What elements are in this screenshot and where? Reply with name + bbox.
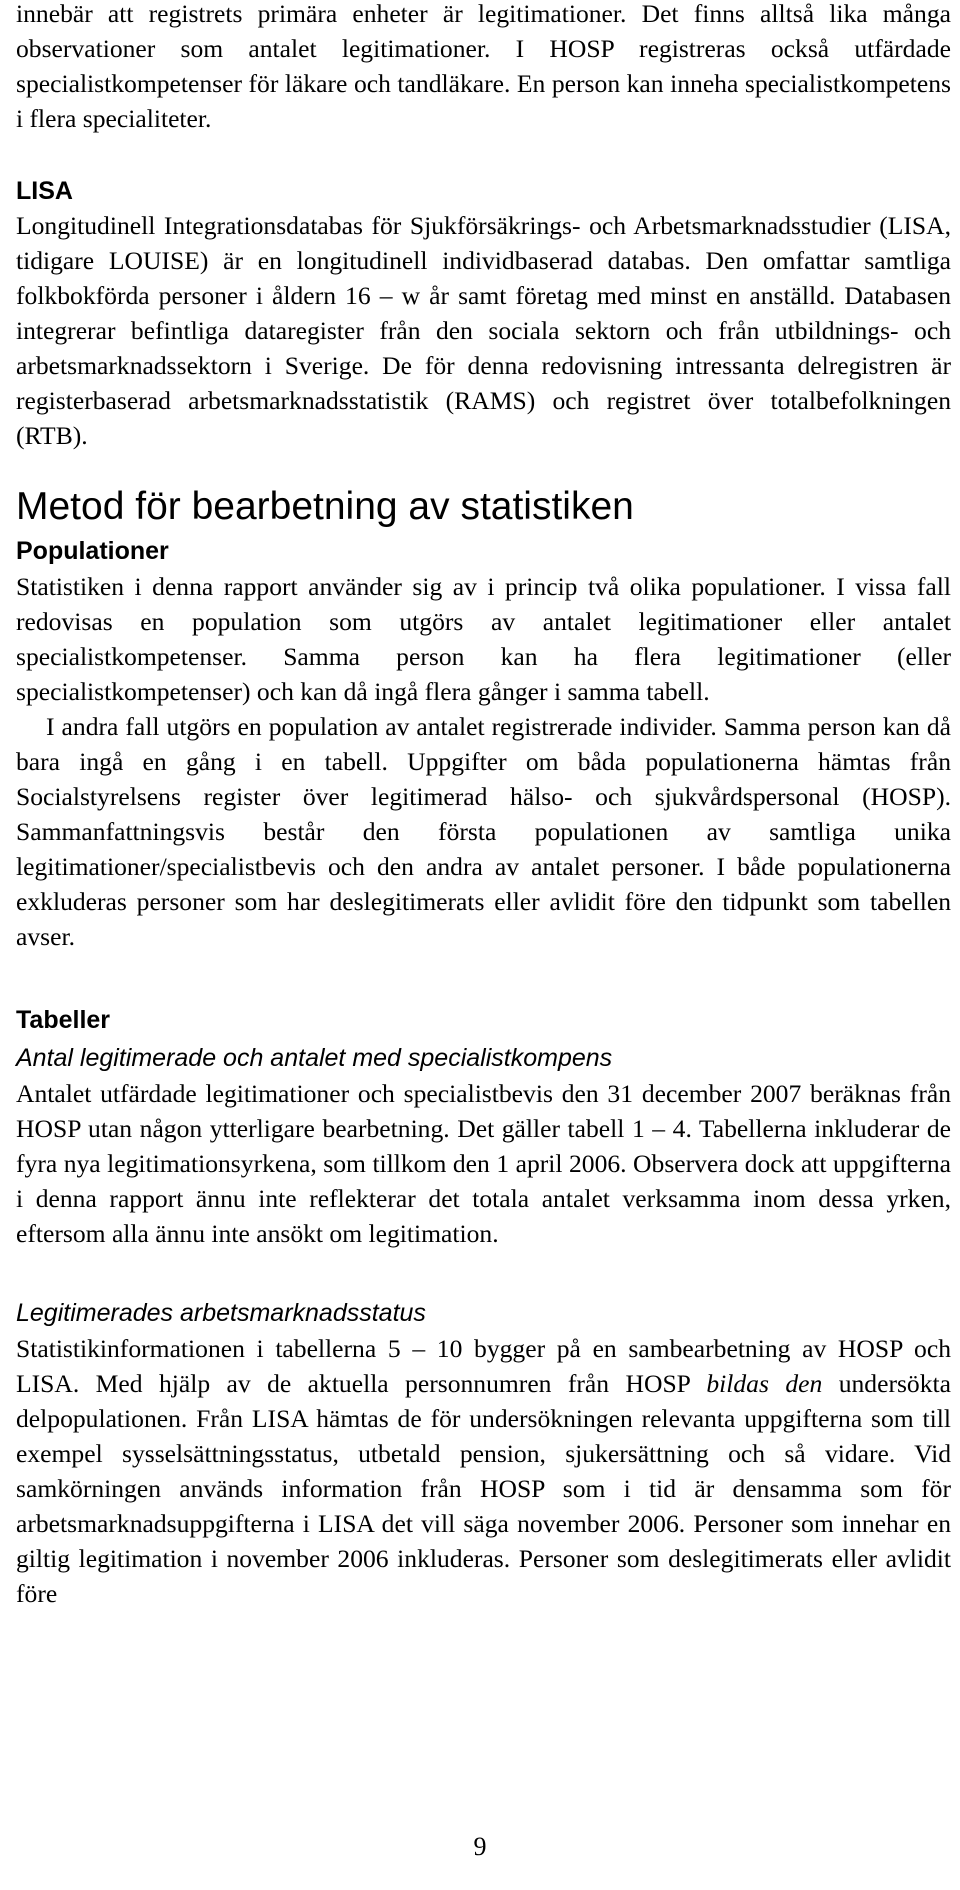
lisa-heading: LISA (16, 177, 73, 205)
populations-paragraph-1: Statistiken i denna rapport använder sig av i princip två olika populationer. I vissa fall redovisas en population som utgörs av antalet legitimationer eller antalet specialistkompetenser. Samma person kan ha flera legitimationer (eller specialistkompetenser) och kan då ingå flera gånger i samma tabell. (16, 572, 951, 706)
method-heading: Metod för bearbetning av statistiken (16, 485, 634, 528)
lisa-paragraph: Longitudinell Integrationsdatabas för Sjukförsäkrings- och Arbetsmarknadsstudier (LISA, tidigare LOUISE) är en longitudinell individbaserad databas. Den omfattar samtliga folkbokförda personer i åldern 16 – w år samt företag med minst en anställd. Databasen integrerar befintliga dataregister från den sociala sektorn och från utbildnings- och arbetsmarknadssektorn i Sverige. De för denna redovisning intressanta delregistren är registerbaserad arbetsmarknadsstatistik (RAMS) och registret över totalbefolkningen (RTB). (16, 211, 951, 450)
counts-heading: Antal legitimerade och antalet med specialistkompens (16, 1044, 613, 1072)
labour-status-heading: Legitimerades arbetsmarknadsstatus (16, 1299, 426, 1327)
tables-heading: Tabeller (16, 1006, 111, 1034)
labour-text-italic: bildas den (706, 1369, 823, 1398)
document-page (16, 0, 951, 1611)
labour-text-before: Statistikinformationen i tabellerna 5 – 10 bygger på en sambearbetning av HOSP och LISA. Med hjälp av de aktuella personnumren från HOSP (16, 1334, 951, 1398)
counts-paragraph: Antalet utfärdade legitimationer och specialistbevis den 31 december 2007 beräknas från HOSP utan någon ytterligare bearbetning. Det gäller tabell 1 – 4. Tabellerna inkluderar de fyra nya legitimationsyrkena, som tillkom den 1 april 2006. Observera dock att uppgifterna i denna rapport ännu inte reflekterar det totala antalet verksamma inom dessa yrken, eftersom alla ännu inte ansökt om legitimation. (16, 1079, 951, 1248)
populations-paragraph-2: I andra fall utgörs en population av antalet registrerade individer. Samma person kan då bara ingå en gång i en tabell. Uppgifter om båda populationerna hämtas från Socialstyrelsens register över legitimerad hälso- och sjukvårdspersonal (HOSP). Sammanfattningsvis består den första populationen av samtliga unika legitimationer/specialistbevis och den andra av antalet personer. I både populationerna exkluderas personer som har deslegitimerats eller avlidit före den tidpunkt som tabellen avser. (16, 712, 951, 951)
intro-paragraph: innebär att registrets primära enheter är legitimationer. Det finns alltså lika många observationer som antalet legitimationer. I HOSP registreras också utfärdade specialistkompetenser för läkare och tandläkare. En person kan inneha specialistkompetens i flera specialiteter. (16, 0, 951, 133)
labour-status-paragraph (16, 1331, 951, 1611)
page-number: 9 (473, 1832, 487, 1861)
labour-text-after: undersökta delpopulationen. Från LISA hämtas de för undersökningen relevanta uppgifterna som till exempel sysselsättningsstatus, utbetald pension, sjukersättning och så vidare. Vid samkörningen används information från HOSP som i tid är densamma som för arbetsmarknadsuppgifterna i LISA det vill säga november 2006. Personer som innehar en giltig legitimation i november 2006 inkluderas. Personer som deslegitimerats eller avlidit före (16, 1369, 951, 1608)
populations-heading: Populationer (16, 537, 169, 565)
